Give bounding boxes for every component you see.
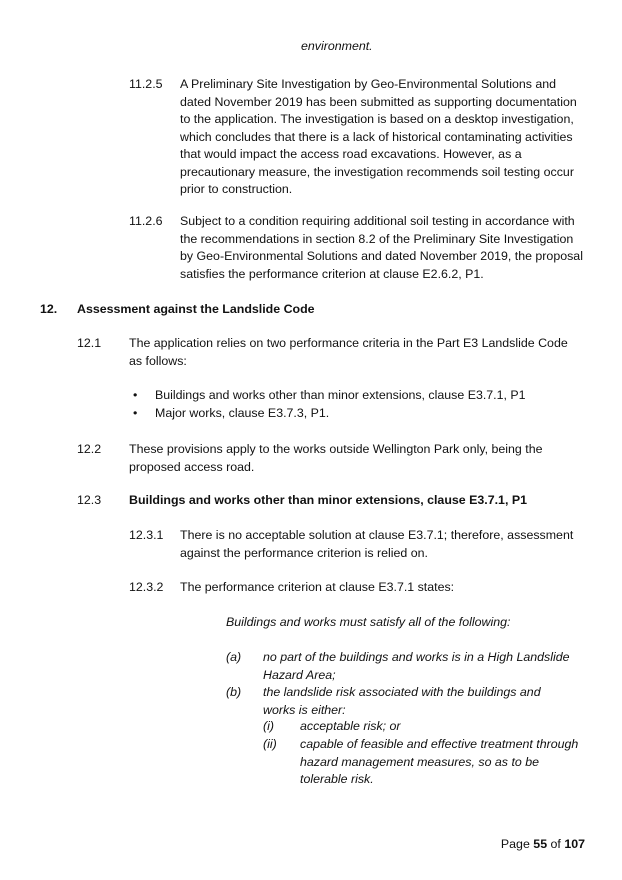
section-number-11-2-5: 11.2.5 [129, 77, 163, 91]
page-current: 55 [533, 837, 548, 851]
section-number-12-3-2: 12.3.2 [129, 580, 164, 594]
quote-intro: Buildings and works must satisfy all of the following: [226, 615, 511, 629]
section-number-12-2: 12.2 [77, 442, 102, 456]
paragraph-12-2: These provisions apply to the works outside Wellington Park only, being the proposed access road. [129, 442, 543, 474]
page-total: 107 [564, 837, 585, 851]
bullet-icon: • [133, 388, 138, 402]
section-number-12-3-1: 12.3.1 [129, 528, 164, 542]
paragraph-12-3-2: The performance criterion at clause E3.7.1 states: [180, 580, 455, 594]
section-number-12-3: 12.3 [77, 493, 102, 507]
quote-item-i: acceptable risk; or [300, 719, 401, 733]
quote-item-b: the landslide risk associated with the buildings and works is either: [263, 685, 541, 717]
paragraph-12-3-1: There is no acceptable solution at clause E3.7.1; therefore, assessment against the performance criterion is relied on. [180, 528, 574, 560]
section-number-12: 12. [40, 302, 58, 316]
paragraph-11-2-5: A Preliminary Site Investigation by Geo-Environmental Solutions and dated November 2019 has been submitted as supporting documentation to the application. The investigation is based on a desktop investigation, which concludes that there is a lack of historical contaminating activities that would impact the access road excavations. However, as a precautionary measure, the investigation recommends soil testing occur prior to construction. [180, 77, 577, 196]
bullet-item: Buildings and works other than minor extensions, clause E3.7.1, P1 [155, 388, 526, 402]
bullet-item: Major works, clause E3.7.3, P1. [155, 406, 330, 420]
section-heading-12: Assessment against the Landslide Code [77, 302, 315, 316]
quote-label-ii: (ii) [263, 737, 277, 751]
quote-label-b: (b) [226, 685, 242, 699]
quote-item-a: no part of the buildings and works is in a High Landslide Hazard Area; [263, 650, 570, 682]
quote-label-a: (a) [226, 650, 242, 664]
quote-item-ii: capable of feasible and effective treatment through hazard management measures, so as to be tolerable risk. [300, 737, 579, 786]
page-number [501, 836, 585, 854]
page-prefix: Page [500, 837, 534, 851]
paragraph-12-1: The application relies on two performance criteria in the Part E3 Landslide Code as follows: [129, 336, 568, 368]
page-of: of [547, 837, 565, 851]
continued-text: environment. [301, 39, 373, 53]
section-heading-12-3: Buildings and works other than minor extensions, clause E3.7.1, P1 [129, 493, 527, 507]
quote-label-i: (i) [263, 719, 275, 733]
bullet-icon: • [133, 406, 138, 420]
section-number-12-1: 12.1 [77, 336, 102, 350]
paragraph-11-2-6: Subject to a condition requiring additional soil testing in accordance with the recommendations in section 8.2 of the Preliminary Site Investigation by Geo-Environmental Solutions and dated November 2019, the proposal satisfies the performance criterion at clause E2.6.2, P1. [180, 214, 583, 281]
section-number-11-2-6: 11.2.6 [129, 214, 163, 228]
